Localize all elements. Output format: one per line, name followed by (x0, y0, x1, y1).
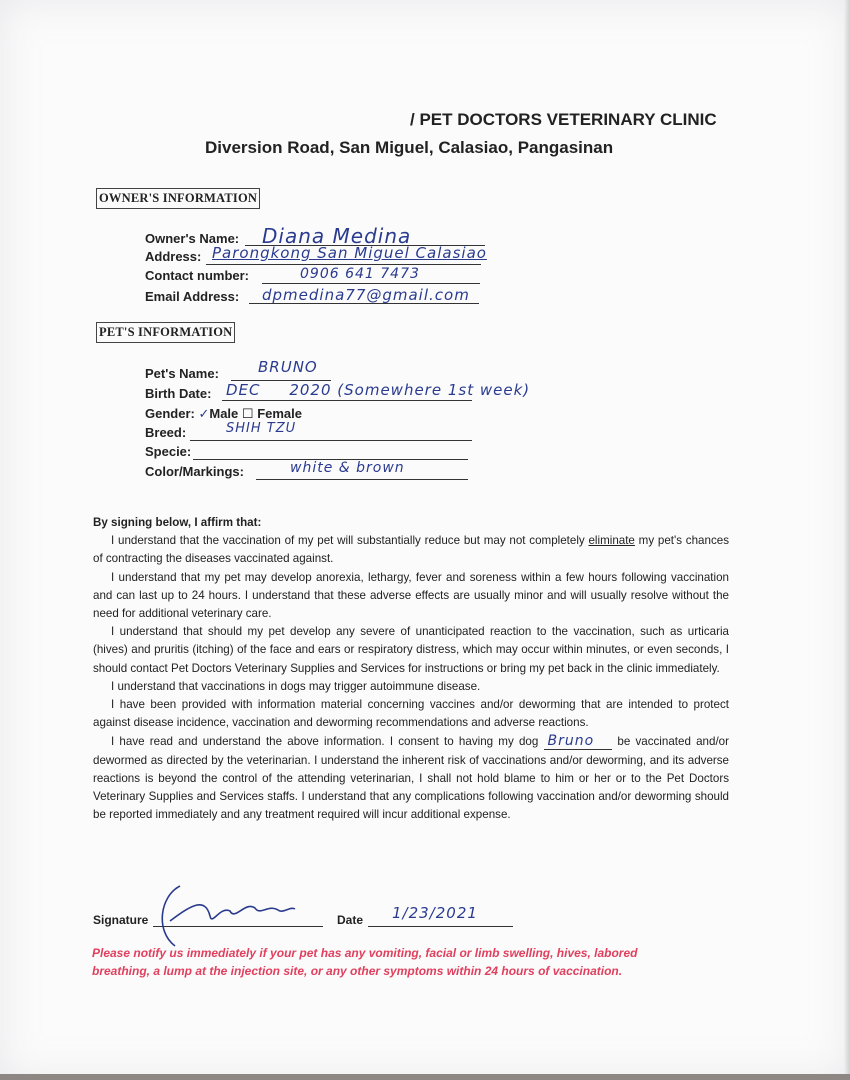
dog-name-value[interactable]: Bruno (544, 733, 613, 750)
pet-name-label: Pet's Name: (145, 366, 219, 381)
pet-birth-row (145, 386, 211, 401)
pet-breed-row (145, 425, 186, 440)
clinic-title: / PET DOCTORS VETERINARY CLINIC (410, 110, 717, 129)
pet-color-line (256, 479, 468, 480)
pet-breed-value[interactable]: SHIH TZU (226, 421, 297, 436)
owner-address-value[interactable]: Parongkong San Miguel Calasiao (212, 244, 487, 262)
owner-address-row (145, 249, 201, 264)
signature-label: Signature (93, 913, 149, 927)
pet-birth-line (222, 400, 472, 401)
pet-color-label: Color/Markings: (145, 464, 244, 479)
consent-paragraph-3: I understand that should my pet develop any severe of unanticipated reaction to the vaccination, such as urticaria (hives) and pruritis (itching) of the face and ears or respiratory distress, which may occur within minutes, or even seconds, I should contact Pet Doctors Veterinary Supplies and Services for instructions or bring my pet back in the clinic immediately. (93, 625, 729, 675)
owner-section-heading: OWNER'S INFORMATION (96, 188, 260, 209)
pet-breed-line (190, 440, 472, 441)
date-label: Date (337, 913, 364, 927)
consent-paragraph-4: I understand that vaccinations in dogs may trigger autoimmune disease. (111, 679, 481, 693)
owner-contact-label: Contact number: (145, 268, 249, 283)
pet-breed-label: Breed: (145, 425, 187, 440)
pet-gender-label: Gender: (145, 406, 195, 421)
consent-lead: By signing below, I affirm that: (93, 516, 262, 529)
owner-name-label: Owner's Name: (145, 231, 240, 246)
pet-specie-row (145, 444, 191, 459)
owner-address-line (206, 264, 481, 265)
owner-address-label: Address: (145, 249, 202, 264)
owner-name-value[interactable]: Diana Medina (262, 224, 412, 248)
clinic-address: Diversion Road, San Miguel, Calasiao, Pangasinan (205, 138, 614, 157)
pet-section-heading: PET'S INFORMATION (96, 322, 235, 343)
pet-name-row (145, 366, 219, 381)
owner-contact-line (262, 283, 480, 284)
consent-paragraph-2: I understand that my pet may develop anorexia, lethargy, fever and soreness within a few hours following vaccination and can last up to 24 hours. I understand that these adverse effects are usually minor and will usually resolve without the need for additional veterinary care. (93, 570, 729, 621)
pet-name-value[interactable]: BRUNO (258, 358, 318, 376)
scan-edge (844, 0, 850, 1080)
check-icon: ✓ (198, 406, 210, 421)
consent-paragraph-6: I have read and understand the above information. I consent to having my dog Bruno be vaccinated and/or dewormed as directed by the veterinarian. I understand the inherent risk of vaccinations and/or deworming, and its adverse reactions is beyond the control of the attending veterinarian, I shall not hold blame to him or her or to the Pet Doctors Veterinary Supplies and Services staffs. I understand that any complications following vaccination and/or deworming should be reported immediately and any treatment required will incur additional expense. (93, 733, 729, 822)
owner-email-row (145, 289, 239, 304)
consent-paragraph-1: I understand that the vaccination of my pet will substantially reduce but may not completely eliminate my pet's chances of contracting the diseases vaccinated against. (93, 534, 729, 566)
pet-birth-label: Birth Date: (145, 386, 212, 401)
gender-male-option[interactable]: Male (209, 406, 239, 421)
owner-email-label: Email Address: (145, 289, 240, 304)
consent-paragraph-5: I have been provided with information material concerning vaccines and/or deworming that are intended to protect against disease incidence, vaccination and deworming recommendations and adverse reactions. (93, 698, 729, 730)
gender-female-option[interactable]: Female (257, 406, 302, 421)
owner-contact-value[interactable]: 0906 641 7473 (300, 266, 420, 282)
checkbox-icon: ☐ (241, 406, 254, 421)
date-line (368, 926, 513, 927)
pet-color-row (145, 464, 244, 479)
pet-birth-value[interactable]: DEC 2020 (Somewhere 1st week) (226, 381, 531, 399)
date-value[interactable]: 1/23/2021 (392, 904, 478, 922)
owner-email-value[interactable]: dpmedina77@gmail.com (262, 286, 470, 304)
pet-specie-label: Specie: (145, 444, 192, 459)
owner-contact-row (145, 268, 249, 283)
pet-gender-row (145, 406, 302, 422)
warning-notice: Please notify us immediately if your pet has any vomiting, facial or limb swelling, hives, labored breathing, a lump at the injection site, or any other symptoms within 24 hours of vaccination. (92, 946, 638, 978)
pet-color-value[interactable]: white & brown (290, 460, 405, 476)
consent-text (93, 514, 729, 824)
scan-bottom-edge (0, 1074, 850, 1080)
